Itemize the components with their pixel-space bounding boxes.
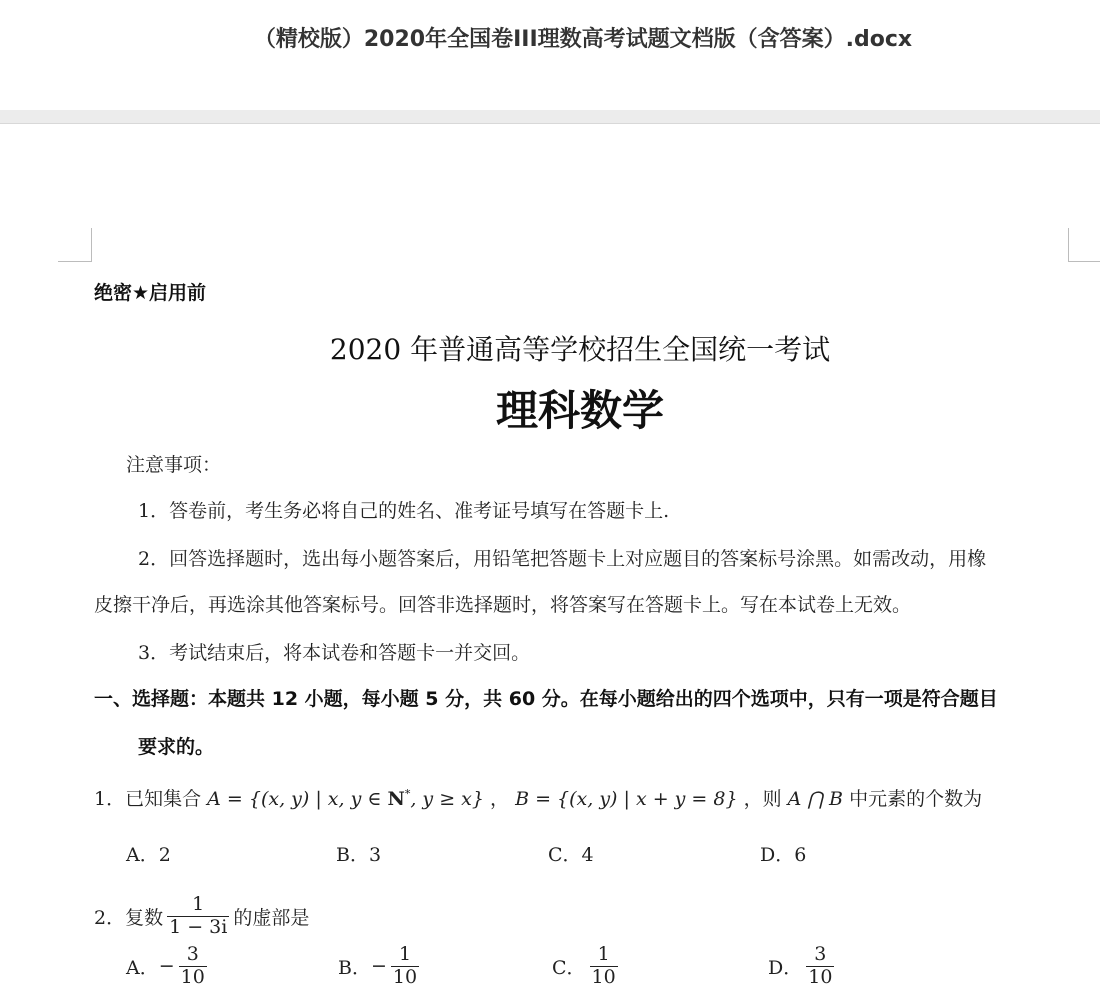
- fraction-denominator: 10: [180, 965, 205, 988]
- q2-option-a: [126, 944, 211, 989]
- set-a-definition: = {(x, y) | x, y ∈: [220, 788, 388, 810]
- document-header-bar: [0, 0, 1100, 110]
- fraction-numerator: 3: [814, 943, 827, 965]
- set-b-definition: B = {(x, y) | x + y = 8}: [515, 788, 738, 810]
- section-heading: 一、选择题：本题共 12 小题，每小题 5 分，共 60 分。在每小题给出的四个选项中，只有一项是符合题目: [94, 688, 998, 710]
- q1-option-a: A．2: [126, 844, 171, 866]
- option-label: B．: [338, 956, 371, 979]
- q1-option-c: C．4: [548, 844, 594, 866]
- confidential-label: 绝密★启用前: [94, 282, 207, 304]
- option-sign: −: [158, 955, 175, 978]
- question-text: 的虚部是: [233, 906, 310, 929]
- document-title: （精校版）2020年全国卷III理数高考试题文档版（含答案）.docx: [253, 27, 913, 52]
- note-item: 3．考试结束后，将本试卷和答题卡一并交回。: [138, 642, 531, 664]
- page-gutter: [0, 110, 1100, 124]
- exam-title: 2020 年普通高等学校招生全国统一考试: [329, 333, 831, 366]
- fraction-numerator: 1: [597, 943, 610, 965]
- option-fraction: [806, 944, 834, 989]
- notes-heading: 注意事项：: [126, 454, 222, 476]
- section-heading-continued: 要求的。: [138, 736, 215, 758]
- set-a-condition: , y ≥ x}: [410, 788, 484, 810]
- fraction-numerator: 1: [398, 943, 412, 965]
- question-1: [94, 784, 982, 811]
- fraction-denominator: 10: [808, 965, 833, 988]
- fraction-denominator: 10: [392, 965, 418, 988]
- margin-corner-top-left: [58, 228, 92, 262]
- fraction-denominator: 1 − 3i: [169, 915, 228, 938]
- fraction-numerator: 3: [186, 943, 199, 965]
- fraction-numerator: 1: [192, 893, 205, 915]
- subject-title: 理科数学: [495, 386, 664, 435]
- note-item: 1．答卷前，考生务必将自己的姓名、准考证号填写在答题卡上.: [138, 500, 670, 522]
- set-a-symbol: A: [207, 788, 221, 810]
- option-label: A．: [126, 956, 159, 979]
- natural-numbers-symbol: N: [387, 788, 405, 810]
- q2-option-b: [338, 944, 423, 989]
- option-fraction: [391, 944, 419, 989]
- note-item-continued: 皮擦干净后，再选涂其他答案标号。回答非选择题时，将答案写在答题卡上。写在本试卷上无效。: [94, 594, 912, 616]
- document-page: [0, 124, 1100, 990]
- complex-fraction: [167, 894, 229, 939]
- question-text: 中元素的个数为: [843, 788, 983, 810]
- question-number: 1．已知集合: [94, 788, 208, 810]
- option-fraction: [179, 944, 207, 989]
- q1-option-b: B．3: [336, 844, 382, 866]
- question-number: 2．复数: [94, 906, 164, 929]
- q2-options: [0, 944, 1100, 990]
- q2-option-d: [768, 944, 838, 989]
- option-label: D．: [768, 956, 803, 979]
- option-sign: −: [370, 955, 387, 978]
- separator: ，: [483, 788, 516, 810]
- q2-option-c: [552, 944, 622, 989]
- fraction-denominator: 10: [591, 965, 616, 988]
- margin-corner-top-right: [1068, 228, 1100, 262]
- positive-star: *: [404, 787, 411, 801]
- option-fraction: [590, 944, 618, 989]
- intersection-expression: A ⋂ B: [787, 788, 844, 810]
- question-text: ，则: [737, 788, 788, 810]
- note-item: 2．回答选择题时，选出每小题答案后，用铅笔把答题卡上对应题目的答案标号涂黑。如需改动，用橡: [138, 548, 987, 570]
- option-label: C．: [552, 956, 586, 979]
- question-2: [94, 894, 309, 939]
- q1-option-d: D．6: [760, 844, 807, 866]
